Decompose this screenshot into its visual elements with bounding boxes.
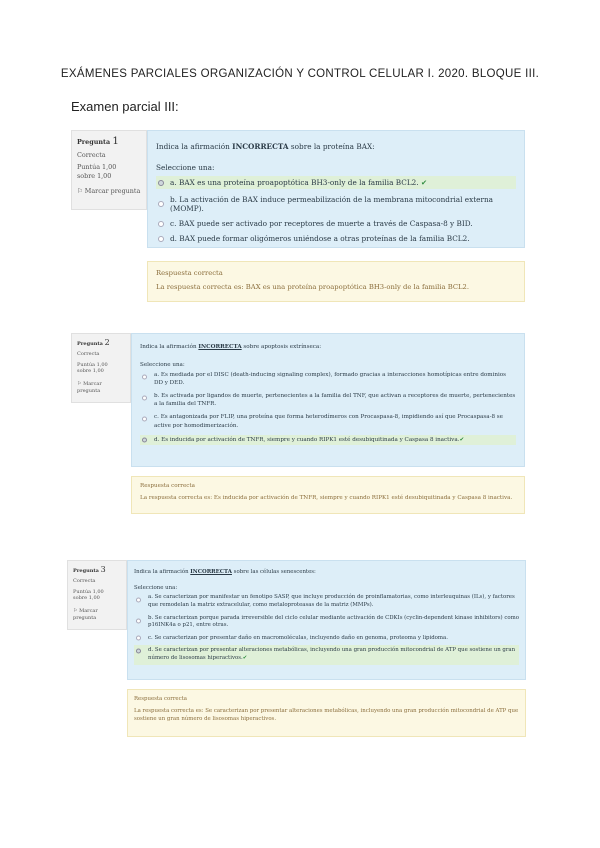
select-prompt: Seleccione una: [140,362,185,368]
answer-option-b[interactable]: b. Se caracterizan porque parada irreversible del ciclo celular mediante activación de CDKIs (cyclin-dependent kinase inhibitors) como p16INK4a o p21, entre otras. [134,615,519,631]
answer-option-a[interactable]: a. Es mediada por el DISC (death-inducing signaling complex), formado gracias a interacciones homotípicas entre dominios DD y DED. [140,371,516,387]
question-info [67,560,127,630]
radio-button[interactable] [142,375,147,380]
answer-option-c[interactable]: c. Es antagonizada por FLIP, una proteína que forma heterodímeros con Procaspasa-8, impidiendo así que Procaspasa-8 se active por homodimerización. [140,413,516,429]
feedback-text: La respuesta correcta es: Es inducida por activación de TNFR, siempre y cuando RIPK1 esté desubiquitinada y Caspasa 8 inactiva. [140,495,513,501]
flag-question-button[interactable]: ⚐ Marcar pregunta [73,608,98,621]
feedback-text: La respuesta correcta es: BAX es una proteína proapoptótica BH3-only de la familia BCL2. [156,283,470,291]
question-content [147,130,525,248]
radio-button[interactable] [136,636,141,641]
document-title: EXÁMENES PARCIALES ORGANIZACIÓN Y CONTROL CELULAR I. 2020. BLOQUE III. [60,68,540,80]
answer-option-b[interactable]: b. La activación de BAX induce permeabilización de la membrana mitocondrial externa (MOMP). [156,195,516,213]
correct-check-icon: ✔ [242,655,248,662]
radio-button[interactable] [142,396,147,401]
question-info [71,130,147,210]
question-feedback [127,689,526,737]
feedback-title: Respuesta correcta [134,696,187,702]
feedback-text: La respuesta correcta es: Se caracterizan por presentar alteraciones metabólicas, incluyendo una gran producción mitocondrial de ATP que sostiene un gran número de lisosomas hiperactivos. [134,708,519,722]
answer-option-d[interactable]: d. Es inducida por activación de TNFR, siempre y cuando RIPK1 esté desubiquitinada y Caspasa 8 inactiva.✔ [140,435,516,445]
select-prompt: Seleccione una: [134,585,178,591]
flag-question-button[interactable]: ⚐ Marcar pregunta [77,381,102,394]
question-stem: Indica la afirmación INCORRECTA sobre la proteína BAX: [156,142,375,151]
radio-button[interactable] [136,649,141,654]
question-content [131,333,525,467]
answer-option-d[interactable]: d. Se caracterizan por presentar alteraciones metabólicas, incluyendo una gran producción mitocondrial de ATP que sostiene un gran número de lisosomas hiperactivos.✔ [134,645,519,665]
question-stem: Indica la afirmación INCORRECTA sobre apoptosis extrínseca: [140,344,322,350]
flag-question-button[interactable]: ⚐ Marcar pregunta [77,186,141,195]
flag-icon: ⚐ [77,381,82,388]
answer-option-a[interactable]: a. BAX es una proteína proapoptótica BH3-only de la familia BCL2. ✔ [156,176,516,189]
radio-button[interactable] [136,598,141,603]
question-stem: Indica la afirmación INCORRECTA sobre las células senescentes: [134,569,316,575]
answer-option-a[interactable]: a. Se caracterizan por manifestar un fenotipo SASP, que incluye producción de proinflamatorias, como interleuquinas (ILs), y factores que remodelan la matriz extracelular, como metaloproteasas de la matriz (MMPs). [134,594,519,610]
feedback-title: Respuesta correcta [156,269,223,277]
question-state: Correcta [73,577,96,584]
question-info [71,333,131,403]
correct-check-icon: ✔ [459,436,465,443]
answer-option-b[interactable]: b. Es activada por ligandos de muerte, pertenecientes a la familia del TNF, que activan a receptores de muerte, pertenecientes a la familia del TNFR. [140,392,516,408]
radio-button[interactable] [158,180,164,186]
question-content [127,560,526,680]
select-prompt: Seleccione una: [156,163,215,172]
question-number: Pregunta 1 [77,135,119,147]
answer-option-d[interactable]: d. BAX puede formar oligómeros uniéndose a otras proteínas de la familia BCL2. [156,234,516,243]
answer-option-c[interactable]: c. Se caracterizan por presentar daño en macromoléculas, incluyendo daño en genoma, proteoma y lipidoma. [134,635,519,641]
feedback-title: Respuesta correcta [140,483,195,489]
question-score: Puntúa 1,00 sobre 1,00 [77,163,117,181]
flag-icon: ⚐ [77,186,83,195]
radio-button[interactable] [136,618,141,623]
question-state: Correcta [77,350,100,357]
radio-button[interactable] [158,201,164,207]
radio-button[interactable] [142,417,147,422]
exam-subtitle: Examen parcial III: [71,99,179,114]
question-feedback [131,476,525,514]
radio-button[interactable] [158,221,164,227]
correct-check-icon: ✔ [420,178,428,187]
question-state: Correcta [77,150,106,159]
question-score: Puntúa 1,00 sobre 1,00 [73,588,104,602]
question-score: Puntúa 1,00 sobre 1,00 [77,361,108,375]
flag-icon: ⚐ [73,608,78,615]
answer-option-c[interactable]: c. BAX puede ser activado por receptores de muerte a través de Caspasa-8 y BID. [156,219,516,228]
question-feedback [147,261,525,302]
radio-button[interactable] [142,437,147,442]
question-number: Pregunta 3 [73,565,106,574]
radio-button[interactable] [158,236,164,242]
question-number: Pregunta 2 [77,338,110,347]
